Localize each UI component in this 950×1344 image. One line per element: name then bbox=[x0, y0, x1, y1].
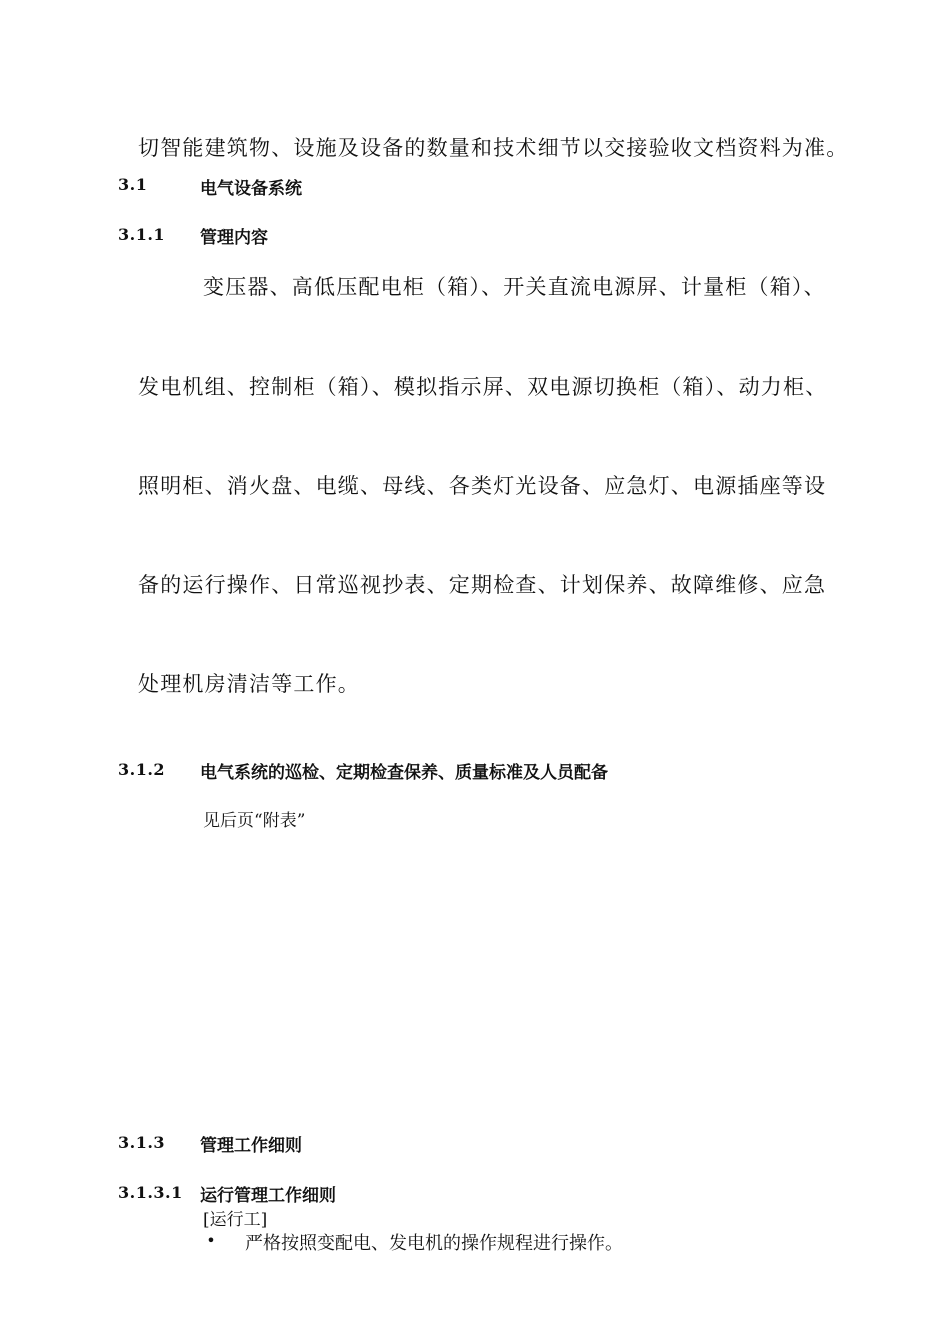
paragraph-line-3: 照明柜、消火盘、电缆、母线、各类灯光设备、应急灯、电源插座等设 bbox=[138, 474, 827, 498]
section-3-1-2-title: 电气系统的巡检、定期检查保养、质量标准及人员配备 bbox=[200, 763, 608, 783]
section-3-1-number: 3.1 bbox=[118, 175, 148, 194]
section-3-1-1-number: 3.1.1 bbox=[118, 225, 166, 244]
section-3-1-2-note: 见后页“附表” bbox=[203, 811, 306, 831]
bullet-dot-icon: • bbox=[206, 1231, 216, 1250]
paragraph-line-2: 发电机组、控制柜（箱）、模拟指示屏、双电源切换柜（箱）、动力柜、 bbox=[138, 375, 828, 399]
section-3-1-1-title: 管理内容 bbox=[200, 228, 268, 248]
intro-line: 切智能建筑物、设施及设备的数量和技术细节以交接验收文档资料为准。 bbox=[138, 136, 849, 160]
paragraph-line-5: 处理机房清洁等工作。 bbox=[138, 672, 360, 696]
role-label: [运行工] bbox=[203, 1210, 268, 1230]
section-3-1-3-1-title: 运行管理工作细则 bbox=[200, 1186, 336, 1206]
section-3-1-3-number: 3.1.3 bbox=[118, 1133, 166, 1152]
section-3-1-3-title: 管理工作细则 bbox=[200, 1136, 302, 1156]
section-3-1-3-1-number: 3.1.3.1 bbox=[118, 1183, 183, 1202]
section-3-1-title: 电气设备系统 bbox=[200, 179, 302, 199]
paragraph-line-1: 变压器、高低压配电柜（箱）、开关直流电源屏、计量柜（箱）、 bbox=[203, 275, 826, 299]
bullet-item: 严格按照变配电、发电机的操作规程进行操作。 bbox=[245, 1233, 623, 1254]
paragraph-line-4: 备的运行操作、日常巡视抄表、定期检查、计划保养、故障维修、应急 bbox=[138, 573, 827, 597]
section-3-1-2-number: 3.1.2 bbox=[118, 760, 166, 779]
